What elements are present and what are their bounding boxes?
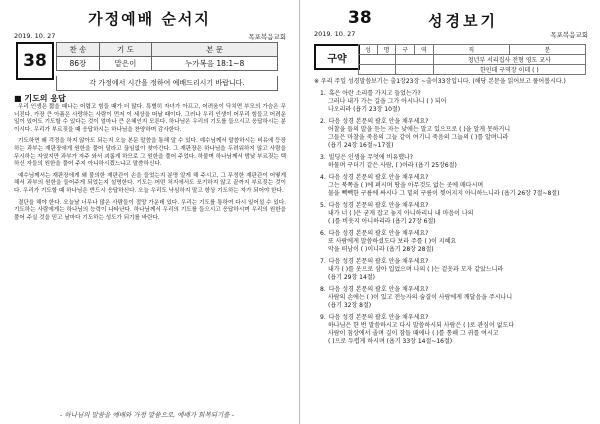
date: 2019. 10. 27 — [314, 30, 356, 38]
question-verse[interactable]: 하물며 구더기 같은 사람, ( )이라 (욥기 25장6절) — [328, 162, 457, 169]
question-item — [314, 230, 592, 254]
scripture-value: 누가복음 18:1~8 — [152, 57, 278, 71]
hymn-value: 86장 — [57, 57, 100, 71]
question-item — [314, 314, 592, 346]
sermon-body — [14, 104, 286, 226]
question-number: 5. — [320, 202, 326, 209]
question-prompt: 다음 성경 본문의 괄호 안을 채우세요? — [328, 314, 429, 321]
church-name: 목포복음교회 — [550, 31, 588, 39]
question-text — [314, 314, 592, 322]
question-item — [314, 174, 592, 198]
question-prompt: 다음 성경 본문의 괄호 안을 채우세요? — [328, 230, 429, 237]
col-header: 직 — [433, 45, 509, 55]
issue-number: 38 — [16, 42, 54, 80]
question-item — [314, 90, 592, 114]
question-item — [314, 258, 592, 282]
question-prompt: 혹은 아란 소리를 가지고 들었는가? — [328, 90, 421, 97]
question-text — [314, 174, 592, 182]
question-verse[interactable]: 내가 ( )를 옷으로 삼아 입었으며 나의 ( )는 겉옷과 모자 같았느니라 (욥기 29장 14절) — [328, 266, 504, 281]
question-prompt: 다음 성경 본문의 괄호 안을 채우세요? — [328, 202, 429, 209]
name-cell[interactable] — [359, 55, 396, 65]
question-verse[interactable]: 또 사람에게 말씀하셨도다 보라 주를 ( )이 지혜요 악을 떠남이 ( )이니라 (욥기 28장 28절) — [328, 238, 457, 253]
col-header: 명 — [377, 45, 396, 55]
question-item — [314, 154, 592, 170]
col-header: 역 — [415, 45, 434, 55]
question-prompt: 다음 성경 본문의 괄호 안을 채우세요? — [328, 258, 429, 265]
prayer-value: 맡은이 — [99, 57, 151, 71]
question-number: 1. — [320, 90, 326, 97]
question-prompt: 다음 성경 본문의 괄호 안을 채우세요? — [328, 174, 429, 181]
question-list — [314, 90, 592, 350]
question-text — [314, 258, 592, 266]
page-title: 가정예배 순서지 — [88, 10, 211, 28]
col-scripture: 본 문 — [152, 43, 278, 57]
question-number: 9. — [320, 314, 326, 321]
question-number: 3. — [320, 154, 326, 161]
issue-number: 38 — [348, 8, 372, 28]
question-number: 2. — [320, 118, 326, 125]
question-prompt: 빌딩은 인생을 무엇에 비유했나? — [328, 154, 413, 161]
role-note: 청년부 서리집사 전형 영도 교사 — [433, 55, 585, 65]
col-prayer: 기 도 — [99, 43, 151, 57]
section-title: ■ 기도의 응답 — [14, 94, 66, 103]
question-text — [314, 230, 592, 238]
right-page — [300, 0, 600, 424]
col-header: 구 — [396, 45, 415, 55]
question-item — [314, 118, 592, 150]
question-number: 8. — [320, 286, 326, 293]
instruction: ※ 우리 주일 성경말씀보기는 출1장23장 ~출이33장입니다. (해당 본문을 읽어보고 풀어봅시다.) — [314, 78, 566, 85]
question-text — [314, 90, 592, 98]
col-header: 성 — [359, 45, 378, 55]
question-text — [314, 202, 592, 210]
testament-label: 구약 — [314, 44, 360, 70]
question-text — [314, 154, 592, 162]
question-verse[interactable]: 사람의 손에는 ( )이 있고 전능자의 숨결이 사람에게 깨달음을 주시나니 (욥기 32장 8절) — [328, 294, 513, 309]
district-cell[interactable] — [396, 55, 433, 65]
question-item — [314, 202, 592, 226]
question-prompt: 다음 성경 본문의 괄호 안을 채우세요? — [328, 286, 429, 293]
question-verse[interactable]: 그러나 내가 가는 길을 그가 아시나니 ( ) 되어 나오리라 (욥기 23장 10절) — [328, 98, 447, 113]
paragraph: 기도하면 왜 걱정을 하지 않아도 되는지 오늘 본문 말씀을 통해 알 수 있다. 예수님께서 말씀하시는 비유에 등장하는 과부는 재판장에게 원한을 풀어 달라고 끊임없이 찾아간다. 그 재판장은 하나님을 두려워하지 않고 사람을 무시하는 자였지만 과부가 자주 와서 괴롭게 하므로 그 원한을 풀어 주었다. 하물며 하나님께서 밤낮 부르짖는 택하신 자들의 원한을 풀어 주지 아니하시겠느냐고 말씀하신다. — [14, 138, 286, 168]
footer-text: - 하나님의 말씀을 예배와 가정 말씀으로, 예배가 회복되기를 - — [60, 411, 234, 419]
district-cell[interactable] — [396, 65, 433, 75]
question-verse[interactable]: 그는 북쪽을 ( )에 펴시며 땅을 아무것도 없는 곳에 매다시며 물을 빽빽한 구름에 싸시나 그 밑의 구름이 찢어지지 아니하느니라 (욥기 26장 7절~8절) — [328, 182, 560, 197]
question-text — [314, 118, 592, 126]
church-name: 목포복음교회 — [248, 33, 286, 41]
page-title: 성경보기 — [428, 12, 498, 30]
role-note: 한인데 구역장 이데 ( ) — [433, 65, 585, 75]
question-number: 4. — [320, 174, 326, 181]
col-header: 분 — [509, 45, 585, 55]
col-hymn: 찬 송 — [57, 43, 100, 57]
member-table — [358, 44, 586, 75]
service-note: 각 가정에서 시간을 정하여 예배드리시기 바랍니다. — [56, 76, 278, 91]
service-table — [56, 42, 278, 71]
question-number: 7. — [320, 258, 326, 265]
question-verse[interactable]: 내가 너 ( )은 굳게 잡고 놓지 아니하리니 내 마음이 나의 ( )를 비웃지 아니하리라 (욥기 27장 6절) — [328, 210, 474, 225]
paragraph: 결단을 해야 한다. 오늘날 너무나 많은 사람들이 절망 가운데 있다. 우리는 기도를 통하여 다시 일어설 수 있다. 기도하는 사람에게는 하나님의 능력이 나타난다. 하나님께서 우리의 기도를 들으시고 응답하시며 우리의 원한을 풀어 주실 것을 믿고 날마다 기도하는 성도가 되기를 바란다. — [14, 199, 286, 221]
name-cell[interactable] — [359, 65, 396, 75]
question-prompt: 다음 성경 본문의 괄호 안을 채우세요? — [328, 118, 429, 125]
question-item — [314, 286, 592, 310]
date: 2019. 10. 27 — [14, 32, 56, 40]
left-title-row — [10, 8, 289, 32]
paragraph: 예수님께서는 재판장에게 왜 불의한 재판관이 손을 들었는지 분명 알게 해 주시고, 그 무정한 재판관이 어떻게 해서 과부의 원한을 들어주게 되었는지 설명한다. 기도는 어떤 처지에서도 포기하지 않고 끝까지 부르짖는 것이다. 우리가 기도할 때 하나님은 반드시 응답하신다. 오늘 우리도 낙심하지 말고 항상 기도하는 자가 되어야 한다. — [14, 172, 286, 194]
question-text — [314, 286, 592, 294]
question-verse[interactable]: 어찰을 들의 말을 듣는 자는 낮에는 말고 있으므로 ( )을 알게 못하거니 그들은 마찰을 죽음의 그늘 같이 여기니 죽음의 그늘의 ( )를 알며니라 (욥기 24장 16절~17절) — [328, 126, 511, 149]
paragraph: 우리 인생은 짧을 때나는 어렵고 힘들 때가 더 많다. 특별히 자녀가 아프고, 어려움이 닥치면 부모의 가슴은 무너진다. 가장 큰 아픔은 사랑하는 사람이 먼저 이 세상을 떠날 때이다. 그러나 우리 인생이 어무리 힘들고 어려운 일이 있어도 기도할 수 있다는 것이 얼마나 큰 은혜인지 모른다. 하나님은 우리의 기도를 들으시고 응답하시는 분이시다. 우리가 부르짖을 때 응답하시는 하나님을 찬양하며 감사한다. — [14, 104, 286, 133]
question-verse[interactable]: 하나님은 한 번 말씀하시고 다시 말씀하시되 사람은 ( )로 관심이 없도다 사람이 침상에서 졸며 깊이 잠들 때에나 ( )를 통해 그 귀를 여시고 ( )으로 두렵게 하시며 (욥기 33장 14절~16절) — [328, 322, 515, 345]
right-title-row — [310, 8, 590, 32]
question-number: 6. — [320, 230, 326, 237]
left-meta — [14, 32, 286, 41]
